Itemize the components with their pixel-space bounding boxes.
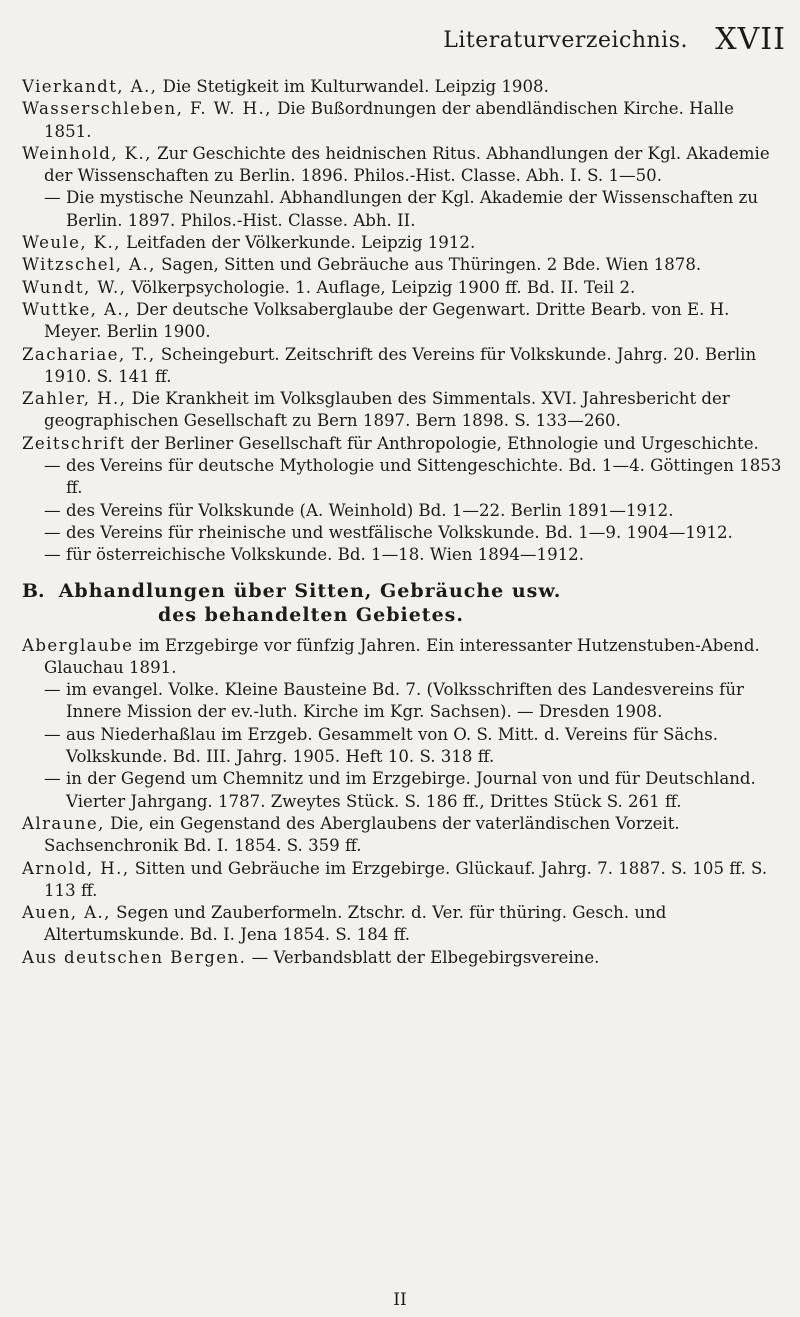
entry-author: Vierkandt, A.,: [22, 77, 158, 96]
bibliography-entry: [22, 433, 786, 455]
entry-text: aus Niederhaßlau im Erzgeb. Gesammelt von O. S. Mitt. d. Vereins für Sächs. Volkskunde. Bd. III. Jahrg. 1905. Heft 10. S. 318 ff.: [66, 724, 719, 767]
bibliography-entry: [22, 277, 786, 299]
entry-author: Witzschel, A.,: [22, 255, 156, 275]
entry-author: Weule, K.,: [22, 233, 121, 253]
entry-author: Aberglaube: [22, 635, 134, 655]
bibliography-entry: [22, 344, 786, 389]
entry-author: Weinhold, K.,: [22, 143, 152, 163]
entry-text: Die mystische Neunzahl. Abhandlungen der Kgl. Akademie der Wissenschaften zu Berlin. 1897. Philos.-Hist. Classe. Abh. II.: [66, 188, 759, 230]
ditto-dash: —: [44, 188, 61, 208]
ditto-dash: —: [44, 680, 61, 700]
entry-text: des Vereins für rheinische und westfälische Volkskunde. Bd. 1—9. 1904—1912.: [66, 522, 733, 542]
bibliography-entry: [22, 76, 786, 98]
entry-text: Scheingeburt. Zeitschrift des Vereins für Volkskunde. Jahrg. 20. Berlin 1910. S. 141 ff.: [44, 344, 757, 386]
bibliography-entry: [22, 500, 786, 522]
entry-text: des Vereins für deutsche Mythologie und Sittengeschichte. Bd. 1—4. Göttingen 1853 ff.: [66, 456, 782, 498]
ditto-dash: —: [44, 456, 61, 476]
bibliography-entry: [22, 768, 786, 813]
bibliography-entry: [22, 187, 786, 232]
entry-text: Die Stetigkeit im Kulturwandel. Leipzig 1908.: [157, 77, 549, 96]
section-title-continued: des behandelten Gebietes.: [158, 603, 464, 626]
entry-author: Zeitschrift: [22, 433, 126, 453]
entry-text: Leitfaden der Völkerkunde. Leipzig 1912.: [120, 233, 476, 253]
bibliography-entry: [22, 254, 786, 276]
signature-mark: II: [393, 1290, 407, 1310]
bibliography-entry: [22, 143, 786, 188]
entry-text: Die, ein Gegenstand des Aberglaubens der vaterländischen Vorzeit. Sachsenchronik Bd. I. 1854. S. 359 ff.: [44, 813, 680, 856]
bibliography-entry: [22, 902, 786, 947]
entry-author: Zahler, H.,: [22, 389, 127, 409]
running-title: Literaturverzeichnis.: [443, 28, 688, 53]
entry-text: Segen und Zauberformeln. Ztschr. d. Ver. für thüring. Gesch. und Altertumskunde. Bd. I. Jena 1854. S. 184 ff.: [44, 903, 667, 945]
entry-text: Die Krankheit im Volksglauben des Simmentals. XVI. Jahresbericht der geographischen Gesellschaft zu Bern 1897. Bern 1898. S. 133—260.: [44, 389, 730, 431]
bibliography-entry: [22, 388, 786, 433]
entry-author: Wundt, W.,: [22, 277, 127, 297]
ditto-dash: —: [44, 500, 61, 520]
ditto-dash: —: [44, 545, 61, 565]
entry-text: Völkerpsychologie. 1. Auflage, Leipzig 1900 ff. Bd. II. Teil 2.: [126, 277, 636, 297]
bibliography-entry: [22, 635, 786, 680]
page-number: XVII: [715, 22, 786, 57]
entry-text: Sagen, Sitten und Gebräuche aus Thüringen. 2 Bde. Wien 1878.: [155, 255, 702, 275]
entry-author: Zachariae, T.,: [22, 344, 156, 364]
bibliography-list-b: [22, 635, 786, 969]
section-heading: [22, 579, 786, 627]
entry-text: — Verbandsblatt der Elbegebirgsvereine.: [246, 947, 600, 967]
bibliography-list-a: [22, 76, 786, 567]
page-header: [0, 22, 800, 62]
entry-author: Wuttke, A.,: [22, 299, 131, 319]
entry-author: Alraune,: [22, 813, 105, 833]
entry-author: Aus deutschen Bergen.: [22, 947, 247, 967]
entry-text: Die Bußordnungen der abendländischen Kirche. Halle 1851.: [44, 99, 734, 141]
bibliography-entry: [22, 544, 786, 566]
entry-text: Der deutsche Volksaberglaube der Gegenwart. Dritte Bearb. von E. H. Meyer. Berlin 1900.: [44, 299, 730, 342]
entry-text: im evangel. Volke. Kleine Bausteine Bd. 7. (Volksschriften des Landesvereins für Innere Mission der ev.-luth. Kirche im Kgr. Sachsen). — Dresden 1908.: [66, 680, 744, 722]
bibliography-entry: [22, 455, 786, 500]
entry-text: in der Gegend um Chemnitz und im Erzgebirge. Journal von und für Deutschland. Vierter Jahrgang. 1787. Zweytes Stück. S. 186 ff., Drittes Stück S. 261 ff.: [66, 769, 756, 811]
ditto-dash: —: [44, 522, 61, 542]
entry-author: Wasserschleben, F. W. H.,: [22, 99, 272, 119]
section-title: Abhandlungen über Sitten, Gebräuche usw.: [58, 579, 562, 602]
entry-text: der Berliner Gesellschaft für Anthropologie, Ethnologie und Urgeschichte.: [125, 433, 759, 453]
bibliography-entry: [22, 232, 786, 254]
entry-text: des Vereins für Volkskunde (A. Weinhold) Bd. 1—22. Berlin 1891—1912.: [66, 500, 674, 520]
entry-text: Zur Geschichte des heidnischen Ritus. Abhandlungen der Kgl. Akademie der Wissenschaften zu Berlin. 1896. Philos.-Hist. Classe. Abh. I. S. 1—50.: [44, 143, 770, 186]
bibliography-entry: [22, 98, 786, 143]
entry-text: im Erzgebirge vor fünfzig Jahren. Ein interessanter Hutzenstuben-Abend. Glauchau 1891.: [44, 635, 760, 677]
ditto-dash: —: [44, 769, 61, 789]
entry-text: Sitten und Gebräuche im Erzgebirge. Glückauf. Jahrg. 7. 1887. S. 105 ff. S. 113 ff.: [44, 858, 768, 900]
bibliography-entry: [22, 522, 786, 544]
ditto-dash: —: [44, 724, 61, 744]
bibliography-entry: [22, 679, 786, 724]
bibliography-entry: [22, 813, 786, 858]
entry-author: Auen, A.,: [22, 903, 111, 923]
entry-text: für österreichische Volkskunde. Bd. 1—18. Wien 1894—1912.: [66, 545, 585, 565]
bibliography-entry: [22, 299, 786, 344]
entry-author: Arnold, H.,: [22, 858, 130, 878]
bibliography: [22, 76, 786, 969]
bibliography-entry: [22, 724, 786, 769]
section-letter: B.: [22, 579, 45, 602]
bibliography-entry: [22, 858, 786, 903]
bibliography-entry: [22, 947, 786, 969]
